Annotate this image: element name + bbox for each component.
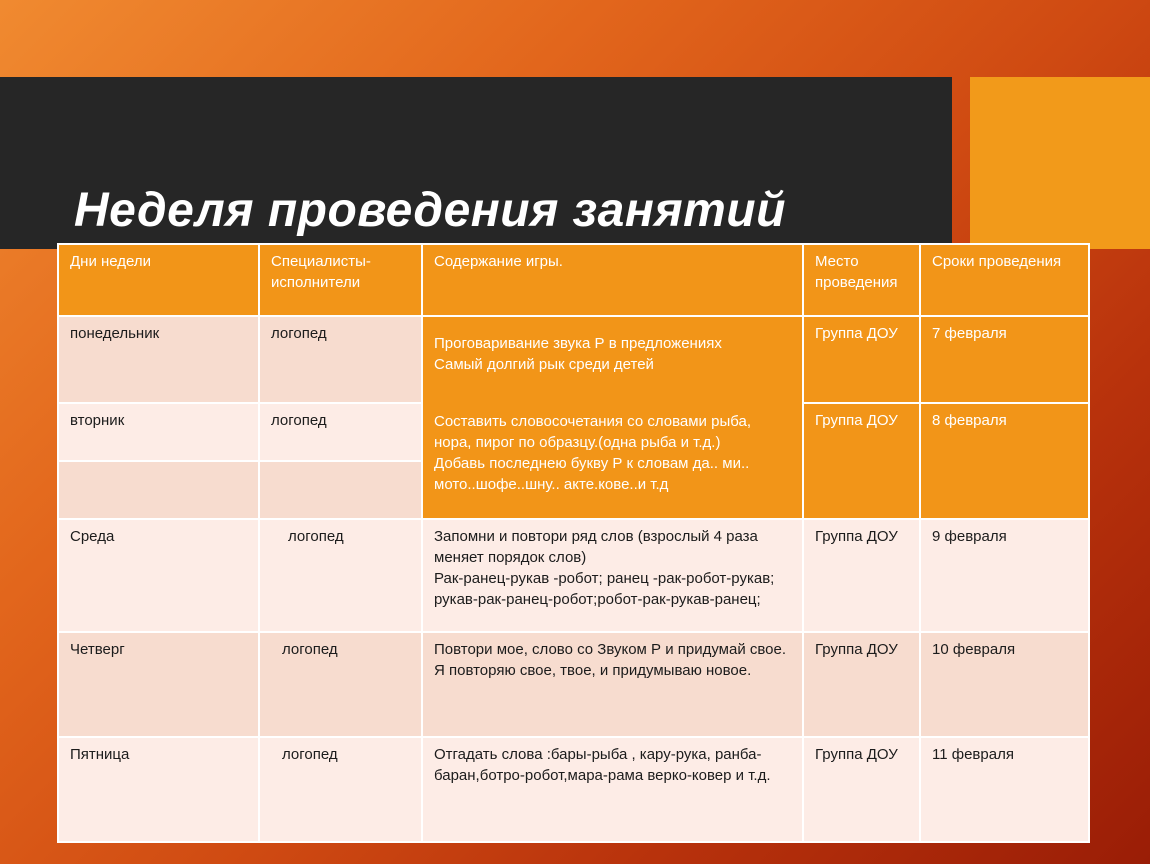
cell-date-wednesday: 9 февраля [920, 519, 1089, 632]
header-specialists: Специалисты-исполнители [259, 244, 422, 316]
header-place: Место проведения [803, 244, 920, 316]
schedule-table [57, 243, 1090, 843]
cell-content-wednesday [422, 519, 803, 632]
cell-specialist-wednesday: логопед [259, 519, 422, 632]
cell-specialist-tuesday: логопед [259, 403, 422, 461]
content-line-3: Составить словосочетания со словами рыба, нора, пирог по образцу.(одна рыба и т.д.) [434, 413, 751, 451]
content-gap [434, 375, 792, 411]
header-dates: Сроки проведения [920, 244, 1089, 316]
content-line-4: Добавь последнею букву Р к словам да.. ми.. мото..шофе..шну.. акте.кове..и т.д [434, 455, 750, 493]
cell-day-wednesday: Среда [58, 519, 259, 632]
cell-day-tuesday: вторник [58, 403, 259, 461]
wednesday-content-line-2: Рак-ранец-рукав -робот; ранец -рак-робот-рукав; рукав-рак-ранец-робот;робот-рак-рукав-ранец; [434, 570, 775, 608]
content-line-2: Самый долгий рык среди детей [434, 356, 654, 373]
cell-empty-1 [58, 461, 259, 519]
accent-box [970, 77, 1150, 249]
table-header-row [58, 244, 1089, 316]
cell-date-monday: 7 февраля [920, 316, 1089, 403]
table-row-thursday [58, 632, 1089, 737]
cell-content-friday: Отгадать слова :бары-рыба , кару-рука, ранба-баран,ботро-робот,мара-рама верко-ковер и т.д. [422, 737, 803, 842]
content-line-1: Проговаривание звука Р в предложениях [434, 335, 722, 352]
cell-specialist-monday: логопед [259, 316, 422, 403]
cell-content-thursday: Повтори мое, слово со Звуком Р и придумай свое. Я повторяю свое, твое, и придумываю новое. [422, 632, 803, 737]
cell-place-thursday: Группа ДОУ [803, 632, 920, 737]
cell-place-monday: Группа ДОУ [803, 316, 920, 403]
header-content: Содержание игры. [422, 244, 803, 316]
cell-date-friday: 11 февраля [920, 737, 1089, 842]
wednesday-content-line-1: Запомни и повтори ряд слов (взрослый 4 раза меняет порядок слов) [434, 528, 758, 566]
cell-day-thursday: Четверг [58, 632, 259, 737]
slide-title: Неделя проведения занятий [74, 184, 786, 237]
cell-place-wednesday: Группа ДОУ [803, 519, 920, 632]
cell-specialist-friday: логопед [259, 737, 422, 842]
cell-place-tuesday: Группа ДОУ [803, 403, 920, 519]
cell-date-tuesday: 8 февраля [920, 403, 1089, 519]
cell-day-friday: Пятница [58, 737, 259, 842]
cell-specialist-thursday: логопед [259, 632, 422, 737]
cell-empty-2 [259, 461, 422, 519]
cell-content-mon-tue [422, 316, 803, 519]
table-row-friday [58, 737, 1089, 842]
cell-day-monday: понедельник [58, 316, 259, 403]
cell-place-friday: Группа ДОУ [803, 737, 920, 842]
cell-date-thursday: 10 февраля [920, 632, 1089, 737]
table-row-monday [58, 316, 1089, 403]
table-row-wednesday [58, 519, 1089, 632]
header-days: Дни недели [58, 244, 259, 316]
